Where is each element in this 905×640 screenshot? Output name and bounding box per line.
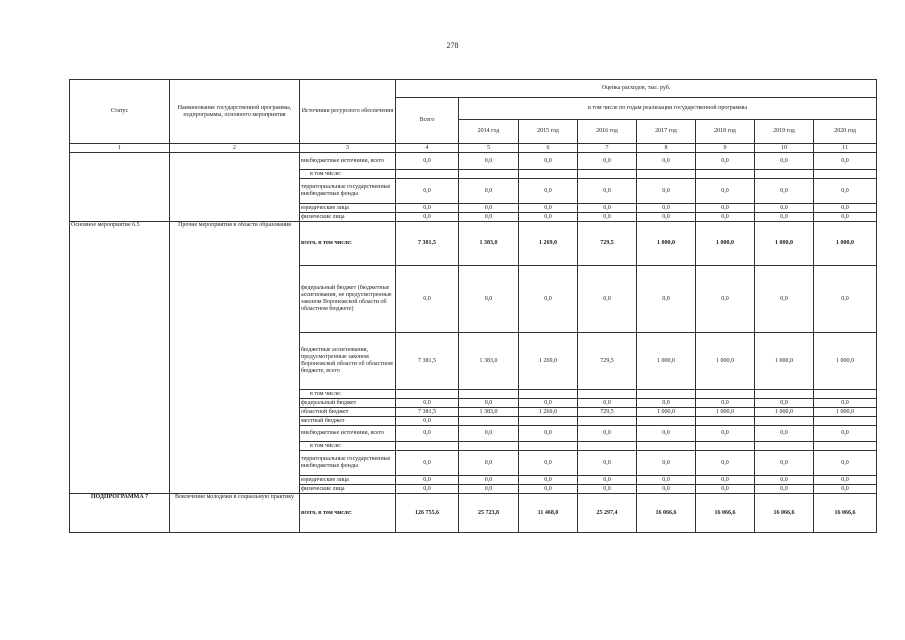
value-cell: 1 000,0 xyxy=(696,333,755,390)
value-cell: 0,0 xyxy=(814,213,877,222)
value-cell: 0,0 xyxy=(637,476,696,485)
value-cell: 1 000,0 xyxy=(755,408,814,417)
value-cell: 0,0 xyxy=(637,179,696,204)
value-cell: 16 066,6 xyxy=(637,494,696,533)
value-cell: 7 381,5 xyxy=(396,333,459,390)
value-cell: 0,0 xyxy=(519,266,578,333)
value-cell: 0,0 xyxy=(814,399,877,408)
value-cell: 1 000,0 xyxy=(814,333,877,390)
value-cell: 0,0 xyxy=(755,399,814,408)
value-cell: 0,0 xyxy=(459,204,519,213)
column-number: 10 xyxy=(755,144,814,153)
value-cell: 0,0 xyxy=(396,476,459,485)
value-cell: 1 000,0 xyxy=(814,222,877,266)
column-number: 6 xyxy=(519,144,578,153)
value-cell: 0,0 xyxy=(696,485,755,494)
header-sources: Источники ресурсного обеспечения xyxy=(300,80,396,144)
value-cell xyxy=(755,417,814,426)
funding-source: бюджетные ассигнования, предусмотренные законом Воронежской области об областном бюджете, всего xyxy=(300,333,396,390)
header-year: 2014 год xyxy=(459,120,519,144)
column-number: 9 xyxy=(696,144,755,153)
header-year: 2017 год xyxy=(637,120,696,144)
value-cell: 1 000,0 xyxy=(637,333,696,390)
funding-source: физические лица xyxy=(300,485,396,494)
value-cell: 0,0 xyxy=(755,204,814,213)
column-number: 8 xyxy=(637,144,696,153)
value-cell xyxy=(519,390,578,399)
column-number: 11 xyxy=(814,144,877,153)
value-cell: 0,0 xyxy=(637,153,696,170)
value-cell xyxy=(637,442,696,451)
value-cell: 0,0 xyxy=(814,266,877,333)
value-cell: 0,0 xyxy=(814,476,877,485)
value-cell xyxy=(637,390,696,399)
value-cell: 25 723,8 xyxy=(459,494,519,533)
value-cell: 0,0 xyxy=(578,485,637,494)
funding-source: всего, в том числе: xyxy=(300,494,396,533)
row-program-name: Вовлечение молодежи в социальную практику xyxy=(170,494,300,533)
value-cell: 0,0 xyxy=(519,213,578,222)
value-cell: 729,5 xyxy=(578,408,637,417)
value-cell: 0,0 xyxy=(696,213,755,222)
funding-source: физические лица xyxy=(300,213,396,222)
value-cell xyxy=(396,442,459,451)
page-number: 278 xyxy=(446,41,459,50)
column-number: 1 xyxy=(70,144,170,153)
value-cell: 0,0 xyxy=(396,266,459,333)
value-cell xyxy=(578,170,637,179)
value-cell: 1 383,0 xyxy=(459,408,519,417)
value-cell: 0,0 xyxy=(696,426,755,442)
value-cell xyxy=(814,170,877,179)
value-cell: 0,0 xyxy=(519,451,578,476)
header-year: 2019 год xyxy=(755,120,814,144)
value-cell: 0,0 xyxy=(396,399,459,408)
value-cell: 729,5 xyxy=(578,333,637,390)
funding-source: всего, в том числе: xyxy=(300,222,396,266)
value-cell: 0,0 xyxy=(396,153,459,170)
value-cell: 0,0 xyxy=(519,399,578,408)
value-cell: 0,0 xyxy=(459,213,519,222)
funding-source: внебюджетные источники, всего xyxy=(300,426,396,442)
header-year: 2020 год xyxy=(814,120,877,144)
value-cell: 0,0 xyxy=(696,476,755,485)
table-body xyxy=(70,153,877,533)
value-cell xyxy=(755,170,814,179)
header-status: Статус xyxy=(70,80,170,144)
value-cell: 0,0 xyxy=(578,399,637,408)
value-cell xyxy=(519,442,578,451)
value-cell: 1 000,0 xyxy=(696,222,755,266)
value-cell: 0,0 xyxy=(578,451,637,476)
value-cell: 0,0 xyxy=(396,451,459,476)
value-cell xyxy=(755,390,814,399)
value-cell: 0,0 xyxy=(459,451,519,476)
header-year: 2016 год xyxy=(578,120,637,144)
header-by-years: в том числе по годам реализации государственной программы xyxy=(459,98,877,120)
value-cell: 0,0 xyxy=(459,266,519,333)
value-cell: 0,0 xyxy=(459,485,519,494)
column-number: 4 xyxy=(396,144,459,153)
value-cell: 0,0 xyxy=(459,426,519,442)
value-cell: 0,0 xyxy=(755,266,814,333)
funding-source: юридические лица xyxy=(300,476,396,485)
value-cell: 11 468,0 xyxy=(519,494,578,533)
value-cell: 0,0 xyxy=(459,476,519,485)
header-year: 2018 год xyxy=(696,120,755,144)
value-cell: 0,0 xyxy=(696,179,755,204)
value-cell: 0,0 xyxy=(814,204,877,213)
value-cell xyxy=(519,417,578,426)
value-cell: 0,0 xyxy=(637,266,696,333)
funding-source: в том числе: xyxy=(300,442,396,451)
value-cell: 0,0 xyxy=(814,153,877,170)
value-cell xyxy=(459,390,519,399)
value-cell: 1 000,0 xyxy=(814,408,877,417)
value-cell xyxy=(396,170,459,179)
value-cell: 0,0 xyxy=(578,213,637,222)
value-cell: 0,0 xyxy=(396,179,459,204)
funding-source: в том числе: xyxy=(300,170,396,179)
column-number: 3 xyxy=(300,144,396,153)
funding-source: территориальные государственные внебюджетные фонды xyxy=(300,179,396,204)
value-cell: 0,0 xyxy=(637,399,696,408)
funding-source: территориальные государственные внебюджетные фонды xyxy=(300,451,396,476)
funding-source: внебюджетные источники, всего xyxy=(300,153,396,170)
value-cell: 0,0 xyxy=(396,204,459,213)
row-program-name: Прочие мероприятия в области образования xyxy=(170,222,300,494)
value-cell: 1 269,0 xyxy=(519,408,578,417)
value-cell: 0,0 xyxy=(696,266,755,333)
value-cell: 0,0 xyxy=(519,153,578,170)
value-cell: 0,0 xyxy=(696,399,755,408)
value-cell: 0,0 xyxy=(814,485,877,494)
column-number: 5 xyxy=(459,144,519,153)
value-cell: 0,0 xyxy=(396,417,459,426)
table-header xyxy=(70,80,877,153)
value-cell xyxy=(696,390,755,399)
header-name: Наименование государственной программы, подпрограммы, основного мероприятия xyxy=(170,80,300,144)
value-cell: 0,0 xyxy=(696,153,755,170)
value-cell: 0,0 xyxy=(459,399,519,408)
value-cell: 1 000,0 xyxy=(637,222,696,266)
value-cell: 0,0 xyxy=(578,476,637,485)
value-cell: 0,0 xyxy=(696,451,755,476)
value-cell: 25 297,4 xyxy=(578,494,637,533)
funding-source: областной бюджет xyxy=(300,408,396,417)
value-cell: 0,0 xyxy=(637,213,696,222)
header-year: 2015 год xyxy=(519,120,578,144)
value-cell xyxy=(696,442,755,451)
value-cell: 0,0 xyxy=(396,213,459,222)
funding-source: местный бюджет xyxy=(300,417,396,426)
value-cell: 126 755,6 xyxy=(396,494,459,533)
table-row xyxy=(70,153,877,170)
row-status: Основное мероприятие 6.5 xyxy=(70,222,170,494)
value-cell xyxy=(814,417,877,426)
value-cell: 0,0 xyxy=(755,179,814,204)
value-cell: 0,0 xyxy=(578,266,637,333)
value-cell xyxy=(814,390,877,399)
value-cell: 1 383,0 xyxy=(459,222,519,266)
funding-source: в том числе: xyxy=(300,390,396,399)
value-cell: 0,0 xyxy=(814,451,877,476)
value-cell: 0,0 xyxy=(459,179,519,204)
value-cell: 0,0 xyxy=(755,476,814,485)
value-cell: 1 383,0 xyxy=(459,333,519,390)
value-cell: 0,0 xyxy=(519,179,578,204)
value-cell xyxy=(519,170,578,179)
value-cell: 1 000,0 xyxy=(696,408,755,417)
funding-source: федеральный бюджет (бюджетные ассигнования, не предусмотренные законом Воронежской области об областном бюджете) xyxy=(300,266,396,333)
column-number: 2 xyxy=(170,144,300,153)
value-cell: 0,0 xyxy=(578,153,637,170)
value-cell: 0,0 xyxy=(519,485,578,494)
row-status: ПОДПРОГРАММА 7 xyxy=(70,494,170,533)
value-cell: 0,0 xyxy=(696,204,755,213)
value-cell xyxy=(459,417,519,426)
value-cell: 0,0 xyxy=(578,426,637,442)
value-cell xyxy=(637,417,696,426)
value-cell: 0,0 xyxy=(637,451,696,476)
value-cell: 0,0 xyxy=(814,179,877,204)
value-cell: 1 269,0 xyxy=(519,333,578,390)
value-cell: 0,0 xyxy=(637,204,696,213)
header-estimate: Оценка расходов, тыс. руб. xyxy=(396,80,877,98)
value-cell: 1 000,0 xyxy=(637,408,696,417)
value-cell xyxy=(696,170,755,179)
value-cell: 0,0 xyxy=(396,426,459,442)
value-cell xyxy=(578,390,637,399)
value-cell: 0,0 xyxy=(755,426,814,442)
value-cell: 0,0 xyxy=(578,204,637,213)
value-cell: 7 381,5 xyxy=(396,222,459,266)
column-number: 7 xyxy=(578,144,637,153)
value-cell: 0,0 xyxy=(519,476,578,485)
value-cell: 0,0 xyxy=(755,153,814,170)
value-cell xyxy=(696,417,755,426)
value-cell: 0,0 xyxy=(755,485,814,494)
value-cell: 0,0 xyxy=(755,451,814,476)
value-cell: 0,0 xyxy=(637,426,696,442)
funding-source: юридические лица xyxy=(300,204,396,213)
header-total: Всего xyxy=(396,98,459,144)
value-cell: 16 066,6 xyxy=(814,494,877,533)
value-cell: 16 066,6 xyxy=(696,494,755,533)
value-cell xyxy=(637,170,696,179)
value-cell xyxy=(459,170,519,179)
table-row xyxy=(70,494,877,533)
value-cell xyxy=(578,417,637,426)
value-cell: 0,0 xyxy=(519,204,578,213)
value-cell: 1 000,0 xyxy=(755,333,814,390)
row-program-name xyxy=(170,153,300,222)
value-cell xyxy=(396,390,459,399)
value-cell xyxy=(755,442,814,451)
funding-source: федеральный бюджет xyxy=(300,399,396,408)
value-cell: 1 269,0 xyxy=(519,222,578,266)
value-cell: 0,0 xyxy=(637,485,696,494)
value-cell: 0,0 xyxy=(578,179,637,204)
value-cell: 16 066,6 xyxy=(755,494,814,533)
row-status xyxy=(70,153,170,222)
value-cell: 0,0 xyxy=(814,426,877,442)
value-cell xyxy=(814,442,877,451)
value-cell xyxy=(578,442,637,451)
value-cell: 1 000,0 xyxy=(755,222,814,266)
value-cell: 7 381,5 xyxy=(396,408,459,417)
value-cell: 729,5 xyxy=(578,222,637,266)
value-cell xyxy=(459,442,519,451)
value-cell: 0,0 xyxy=(396,485,459,494)
table-row xyxy=(70,222,877,266)
value-cell: 0,0 xyxy=(459,153,519,170)
value-cell: 0,0 xyxy=(519,426,578,442)
expenditure-table xyxy=(69,79,877,533)
value-cell: 0,0 xyxy=(755,213,814,222)
